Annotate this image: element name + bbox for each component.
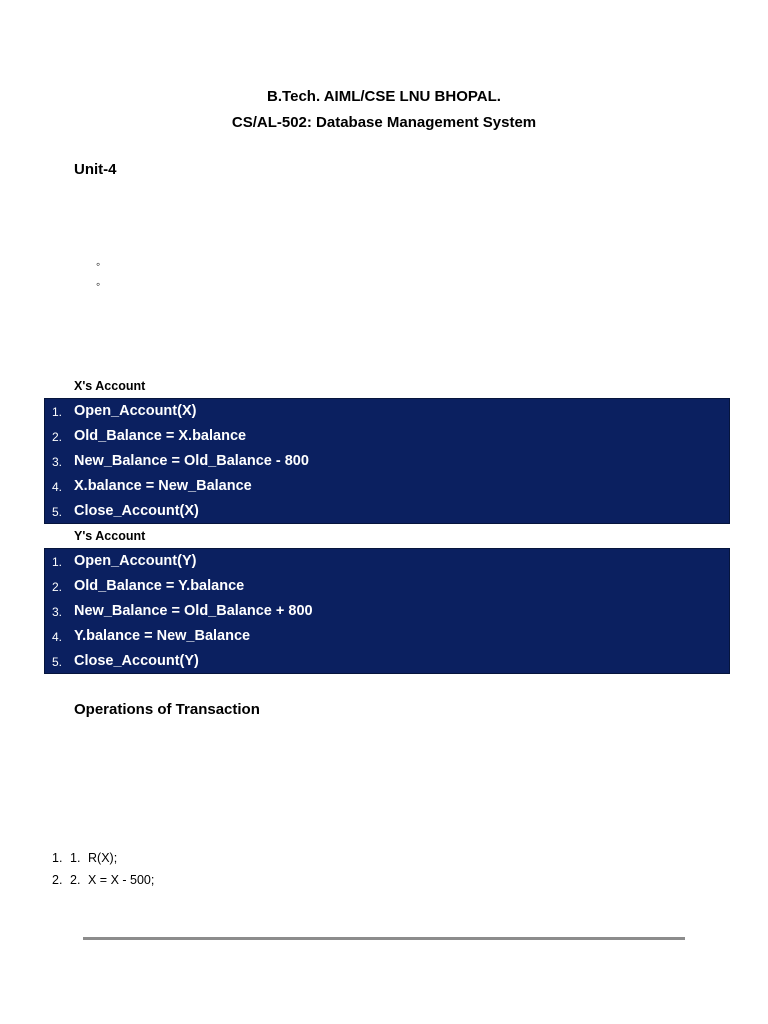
y-account-caption: Y's Account <box>74 529 146 543</box>
horizontal-rule <box>83 937 685 940</box>
x-account-code-block <box>44 398 730 524</box>
document-title-course: CS/AL-502: Database Management System <box>231 114 537 131</box>
list-number: 2. <box>52 873 63 887</box>
empty-bullet-icon: ◦ <box>96 257 101 271</box>
code-line <box>45 424 729 449</box>
list-item-text: R(X); <box>88 851 118 865</box>
line-number: 5. <box>52 655 63 669</box>
operations-heading: Operations of Transaction <box>74 701 260 718</box>
code-text: New_Balance = Old_Balance - 800 <box>74 453 309 469</box>
unit-heading: Unit-4 <box>74 161 117 178</box>
code-text: Close_Account(X) <box>74 503 199 519</box>
code-text: Y.balance = New_Balance <box>74 628 251 644</box>
list-number: 1. <box>52 851 63 865</box>
line-number: 2. <box>52 580 63 594</box>
code-line <box>45 574 729 599</box>
line-number: 2. <box>52 430 63 444</box>
code-text: Old_Balance = Y.balance <box>74 578 245 594</box>
document-title-institution: B.Tech. AIML/CSE LNU BHOPAL. <box>267 88 501 105</box>
code-line <box>45 474 729 499</box>
y-account-code-block <box>44 548 730 674</box>
line-number: 1. <box>52 405 63 419</box>
line-number: 1. <box>52 555 63 569</box>
line-number: 3. <box>52 605 63 619</box>
code-line <box>45 599 729 624</box>
code-text: Old_Balance = X.balance <box>74 428 247 444</box>
code-text: Close_Account(Y) <box>74 653 199 669</box>
line-number: 4. <box>52 630 63 644</box>
code-text: Open_Account(Y) <box>74 553 197 569</box>
code-text: X.balance = New_Balance <box>74 478 252 494</box>
empty-bullet-icon: ◦ <box>96 277 101 291</box>
line-number: 3. <box>52 455 63 469</box>
code-line <box>45 449 729 474</box>
code-line <box>45 549 729 574</box>
line-number: 5. <box>52 505 63 519</box>
code-line <box>45 399 729 424</box>
code-text: New_Balance = Old_Balance + 800 <box>74 603 313 619</box>
list-number: 2. <box>70 873 81 887</box>
code-line <box>45 624 729 649</box>
x-account-caption: X's Account <box>74 379 146 393</box>
code-line <box>45 499 729 524</box>
code-text: Open_Account(X) <box>74 403 197 419</box>
list-number: 1. <box>70 851 81 865</box>
line-number: 4. <box>52 480 63 494</box>
list-item-text: X = X - 500; <box>88 873 155 887</box>
code-line <box>45 649 729 674</box>
